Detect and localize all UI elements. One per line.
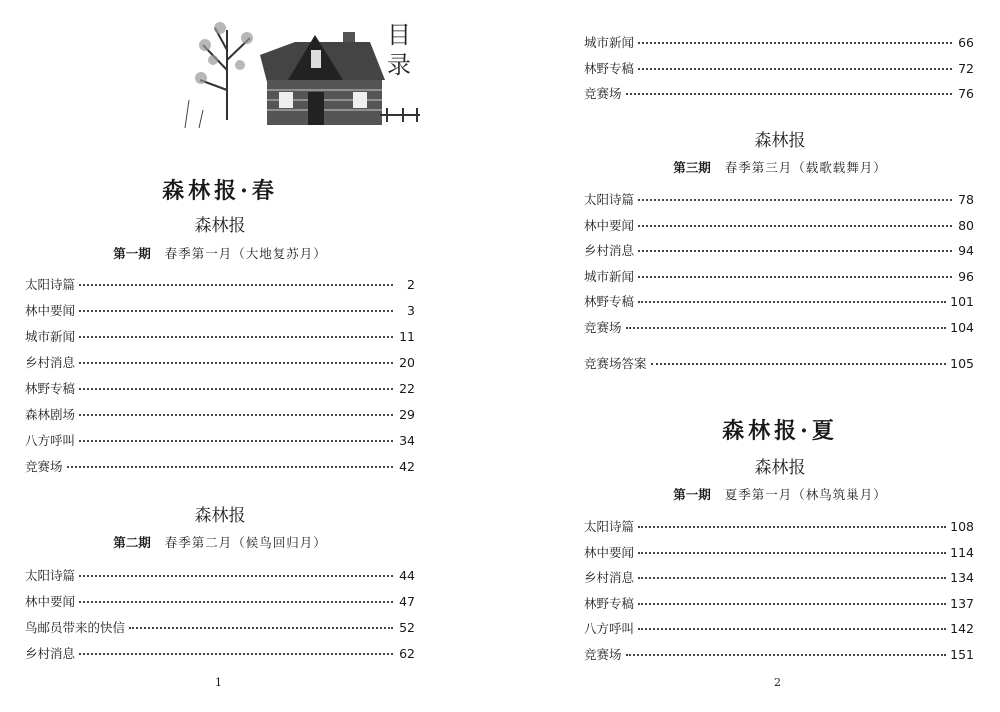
dot-leader [626,327,947,329]
toc-entry-title: 林中要闻 [25,594,76,609]
toc-entry-title: 竞赛场 [584,319,622,335]
toc-entry-title: 竞赛场答案 [584,356,647,371]
dot-leader [79,601,393,603]
toc-entry[interactable] [584,241,974,259]
toc-entry-page: 80 [958,217,974,233]
toc-entry[interactable] [25,618,415,636]
toc-entry[interactable] [25,353,415,371]
toc-entry-title: 城市新闻 [584,35,635,50]
dot-leader [79,414,393,416]
toc-entry-page: 29 [399,407,415,422]
issue-month: 夏季第一月（林鸟筑巢月） [724,487,887,502]
dot-leader [67,466,393,468]
toc-heading [387,20,411,80]
dot-leader [638,526,946,528]
newspaper-title: 森林报 [194,216,246,236]
toc-entry-title: 竞赛场 [25,459,63,474]
toc-heading-char: 录 [387,51,411,79]
toc-entry-title: 林中要闻 [584,217,635,233]
page-number: 2 [774,676,781,689]
issue-month: 春季第二月（候鸟回归月） [164,535,327,550]
toc-entry-title: 林野专稿 [584,595,635,611]
toc-entry-page: 96 [958,268,974,284]
toc-entry-page: 104 [950,319,974,335]
dot-leader [638,628,946,630]
toc-entry-title: 林野专稿 [584,60,635,76]
toc-entry-page: 66 [958,35,974,50]
toc-entry[interactable] [584,84,974,102]
toc-entry[interactable] [584,517,974,535]
issue-month: 春季第三月（载歌载舞月） [724,160,887,175]
toc-heading-char: 目 [387,21,411,49]
toc-entry-page: 11 [399,329,415,344]
toc-entry-title: 竞赛场 [584,86,622,101]
toc-entry-title: 城市新闻 [25,329,76,344]
toc-entry-title: 太阳诗篇 [584,192,635,207]
dot-leader [129,627,393,629]
toc-entry[interactable] [25,457,415,475]
toc-entry-title: 乡村消息 [25,355,76,370]
dot-leader [626,654,947,656]
issue-heading [0,244,440,262]
toc-entry-title: 林中要闻 [25,303,76,318]
issue-heading [560,485,1000,503]
dot-leader [79,440,393,442]
toc-entry-page: 34 [399,433,415,448]
toc-entry-title: 太阳诗篇 [584,519,635,534]
dot-leader [638,552,946,554]
season-title-spring: 森林报·春 [162,178,278,204]
dot-leader [638,42,952,44]
newspaper-title: 森林报 [754,458,806,478]
toc-entry-page: 22 [399,381,415,396]
toc-entry[interactable] [25,301,415,319]
toc-entry-page: 137 [950,595,974,611]
issue-label: 第一期 [673,487,711,502]
dot-leader [651,363,947,365]
toc-entry-page: 101 [950,294,974,309]
dot-leader [79,362,393,364]
issue-label: 第二期 [113,535,151,550]
newspaper-title: 森林报 [194,506,246,526]
dot-leader [79,388,393,390]
toc-entry[interactable] [25,327,415,345]
toc-entry-page: 151 [950,646,974,662]
toc-entry-title: 鸟邮员带来的快信 [25,620,126,635]
toc-entry[interactable] [584,33,974,51]
newspaper-title: 森林报 [754,131,806,151]
toc-entry-page: 114 [950,544,974,560]
dot-leader [638,577,946,579]
dot-leader [79,575,393,577]
dot-leader [626,93,952,95]
toc-entry-title: 林野专稿 [584,294,635,309]
toc-entry[interactable] [25,566,415,584]
toc-entry-title: 太阳诗篇 [25,568,76,583]
toc-entry[interactable] [584,59,974,77]
toc-entry-page: 134 [950,570,974,585]
toc-entry-title: 林中要闻 [584,544,635,560]
toc-entry[interactable] [584,292,974,310]
toc-entry[interactable] [584,216,974,234]
dot-leader [638,603,946,605]
toc-entry-page: 42 [399,459,415,474]
toc-entry-page: 78 [958,192,974,207]
dot-leader [638,225,952,227]
toc-entry-page: 20 [399,355,415,370]
toc-entry-page: 62 [399,646,415,661]
toc-entry-page: 105 [950,356,974,371]
issue-label: 第三期 [673,160,711,175]
dot-leader [79,653,393,655]
toc-entry-title: 乡村消息 [584,243,635,258]
toc-entry-title: 八方呼叫 [25,433,76,448]
toc-entry[interactable] [584,645,974,663]
toc-entry[interactable] [584,543,974,561]
dot-leader [638,276,952,278]
toc-entry-page: 76 [958,86,974,101]
toc-entry[interactable] [25,379,415,397]
toc-entry-page: 44 [399,568,415,583]
toc-entry-title: 八方呼叫 [584,621,635,636]
toc-entry-title: 城市新闻 [584,268,635,284]
toc-entry-title: 林野专稿 [25,381,76,396]
toc-entry-page: 72 [958,60,974,76]
toc-entry[interactable] [584,594,974,612]
toc-entry-page: 3 [407,303,415,318]
toc-entry-title: 太阳诗篇 [25,277,76,292]
toc-entry-title: 乡村消息 [25,646,76,661]
toc-entry[interactable] [25,592,415,610]
season-title-summer: 森林报·夏 [722,418,838,444]
toc-entry[interactable] [584,267,974,285]
dot-leader [638,68,952,70]
toc-entry-title: 森林剧场 [25,407,76,422]
dot-leader [638,301,946,303]
issue-heading [0,533,440,551]
dot-leader [79,310,393,312]
toc-entry[interactable] [25,275,415,293]
toc-entry-page: 94 [958,243,974,258]
toc-entry[interactable] [25,431,415,449]
toc-entry-page: 108 [950,519,974,534]
issue-month: 春季第一月（大地复苏月） [164,246,327,261]
toc-entry-answers[interactable] [584,354,974,372]
page-number: 1 [215,676,222,689]
dot-leader [638,250,952,252]
toc-entry[interactable] [584,619,974,637]
toc-entry-page: 52 [399,620,415,635]
toc-entry[interactable] [25,644,415,662]
issue-label: 第一期 [113,246,151,261]
toc-entry[interactable] [584,318,974,336]
toc-entry-page: 2 [407,277,415,292]
toc-entry-page: 142 [950,621,974,636]
dot-leader [638,199,952,201]
dot-leader [79,284,393,286]
toc-entry[interactable] [25,405,415,423]
toc-entry[interactable] [584,190,974,208]
toc-entry-title: 乡村消息 [584,570,635,585]
toc-entry-page: 47 [399,594,415,609]
toc-entry[interactable] [584,568,974,586]
issue-heading [560,158,1000,176]
toc-entry-title: 竞赛场 [584,646,622,662]
dot-leader [79,336,393,338]
